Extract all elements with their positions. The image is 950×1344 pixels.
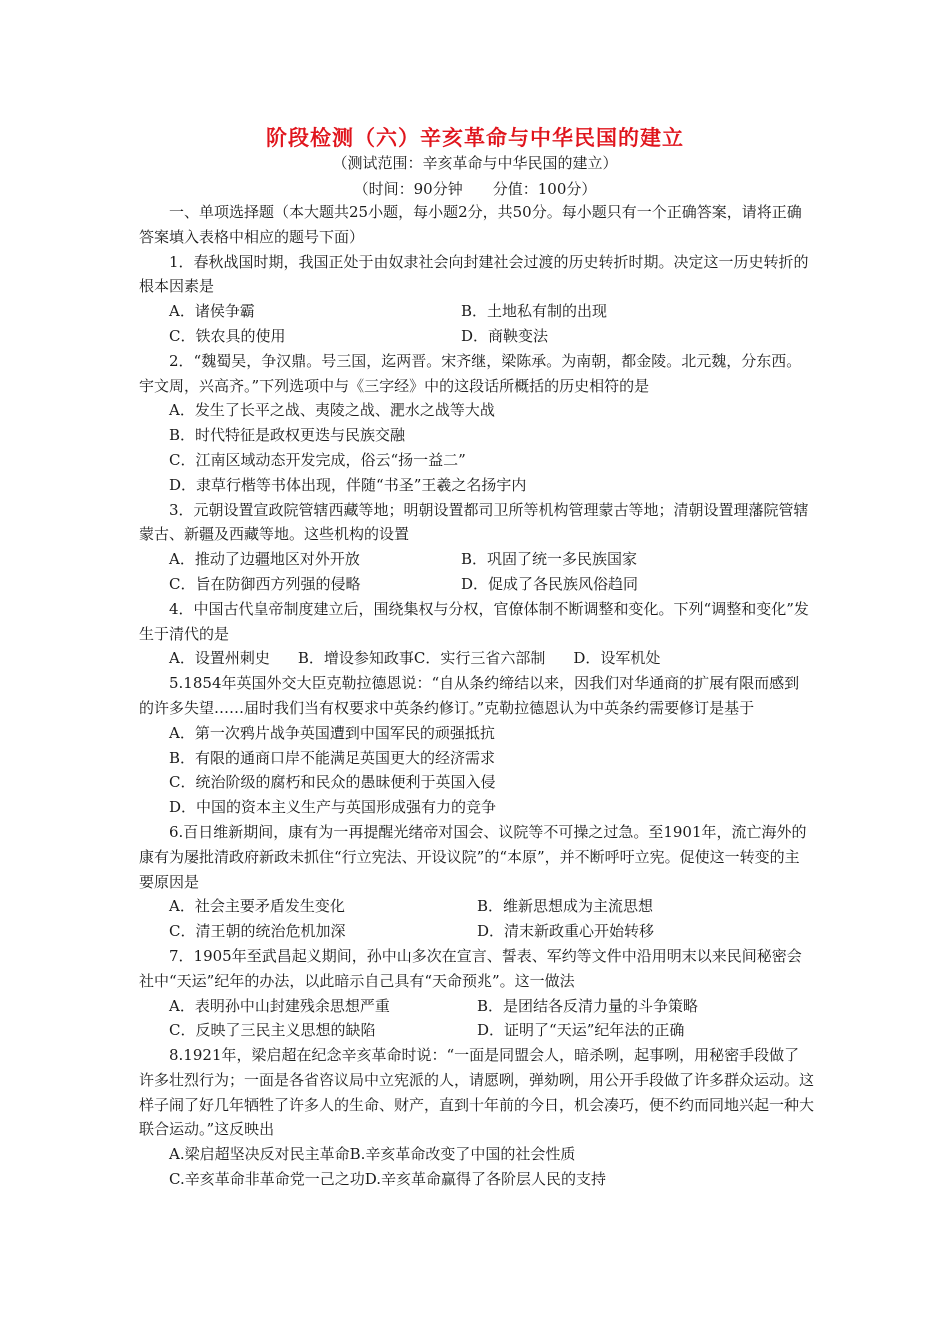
question-4-stem: 4．中国古代皇帝制度建立后，围绕集权与分权，官僚体制不断调整和变化。下列“调整和变化”发生于清代的是 [139,599,809,643]
question-8-options-row2 [139,1167,814,1192]
question-8-options-row1 [139,1142,814,1167]
question-8-stem: 8.1921年，梁启超在纪念辛亥革命时说：“一面是同盟会人，暗杀咧，起事咧，用秘密手段做了许多壮烈行为；一面是各省咨议局中立宪派的人，请愿咧，弹劾咧，用公开手段做了许多群众运动。这样子闹了好几年牺牲了许多人的生命、财产，直到十年前的今日，机会凑巧，便不约而同地兴起一种大联合运动。”这反映出 [139,1046,815,1139]
question-1-options-row1 [139,299,814,324]
question-6-stem: 6.百日维新期间，康有为一再提醒光绪帝对国会、议院等不可操之过急。至1901年，流亡海外的康有为屡批清政府新政未抓住“行立宪法、开设议院”的“本原”，并不断呼吁立宪。促使这一转变的主要原因是 [139,822,807,891]
question-2-stem: 2．“魏蜀吴，争汉鼎。号三国，迄两晋。宋齐继，梁陈承。为南朝，都金陵。北元魏，分东西。宇文周，兴高齐。”下列选项中与《三字经》中的这段话所概括的历史相符的是 [139,351,802,395]
question-4-option-b: B．增设参知政事 [297,649,414,668]
question-6-option-a: A．社会主要矛盾发生变化 [169,897,345,916]
question-2-option-b: B．时代特征是政权更迭与民族交融 [169,426,406,445]
question-3-options-row1 [139,547,814,572]
question-3-option-b: B．巩固了统一多民族国家 [461,550,638,569]
question-6-options-row2 [139,919,814,944]
page-title: 阶段检测（六）辛亥革命与中华民国的建立 [266,126,684,150]
question-6-options-row1 [139,894,814,919]
question-2-option-c: C．江南区域动态开发完成，俗云“扬一益二” [169,450,466,469]
question-3-option-a: A．推动了边疆地区对外开放 [169,550,360,569]
question-4-option-d: D．设军机处 [573,649,661,668]
question-1-option-b: B．土地私有制的出现 [461,302,608,321]
question-1-option-d: D．商鞅变法 [461,326,549,345]
question-8-option-b: B.辛亥革命改变了中国的社会性质 [349,1145,576,1164]
question-4-option-a: A．设置州刺史 [169,649,270,668]
question-8-option-d: D.辛亥革命赢得了各阶层人民的支持 [364,1170,606,1189]
question-5-option-b: B．有限的通商口岸不能满足英国更大的经济需求 [169,748,496,767]
question-3-option-c: C．旨在防御西方列强的侵略 [169,574,361,593]
question-4-option-c: C．实行三省六部制 [413,649,546,668]
question-4-options [139,646,814,671]
time-and-score: （时间：90分钟 分值：100分） [353,180,597,198]
question-1-option-a: A．诸侯争霸 [169,302,255,321]
question-7-stem: 7．1905年至武昌起义期间，孙中山多次在宣言、誓表、军约等文件中沿用明末以来民间秘密会社中“天运”纪年的办法，以此暗示自己具有“天命预兆”。这一做法 [139,946,802,990]
exam-body [139,200,814,1192]
question-6-option-b: B．维新思想成为主流思想 [477,897,654,916]
question-6-option-d: D．清末新政重心开始转移 [477,922,655,941]
question-3-stem: 3．元朝设置宣政院管辖西藏等地；明朝设置都司卫所等机构管理蒙古等地；清朝设置理藩院管辖蒙古、新疆及西藏等地。这些机构的设置 [139,500,809,544]
question-1-options-row2 [139,324,814,349]
question-8-option-c: C.辛亥革命非革命党一己之功 [169,1170,365,1189]
question-7-options-row2 [139,1018,814,1043]
question-2-option-d: D．隶草行楷等书体出现，伴随“书圣”王羲之名扬宇内 [169,475,527,494]
question-5-option-a: A．第一次鸦片战争英国遭到中国军民的顽强抵抗 [169,723,495,742]
question-2-option-a: A．发生了长平之战、夷陵之战、淝水之战等大战 [169,401,495,420]
question-8-option-a: A.梁启超坚决反对民主革命 [169,1145,350,1164]
question-6-option-c: C．清王朝的统治危机加深 [169,922,346,941]
question-3-options-row2 [139,572,814,597]
question-5-stem: 5.1854年英国外交大臣克勒拉德恩说：“自从条约缔结以来，因我们对华通商的扩展有限而感到的许多失望……届时我们当有权要求中英条约修订。”克勒拉德恩认为中英条约需要修订是基于 [139,674,800,717]
question-1-option-c: C．铁农具的使用 [169,326,286,345]
question-5-option-c: C．统治阶级的腐朽和民众的愚昧便利于英国入侵 [169,773,496,792]
question-5-option-d: D．中国的资本主义生产与英国形成强有力的竞争 [169,798,497,817]
question-1-stem: 1．春秋战国时期，我国正处于由奴隶社会向封建社会过渡的历史转折时期。决定这一历史转折的根本因素是 [139,252,809,296]
question-7-option-c: C．反映了三民主义思想的缺陷 [169,1021,376,1040]
question-7-option-d: D．证明了“天运”纪年法的正确 [477,1021,685,1040]
test-scope: （测试范围：辛亥革命与中华民国的建立） [332,154,618,172]
section-instructions: 一、单项选择题（本大题共25小题，每小题2分，共50分。每小题只有一个正确答案，请将正确答案填入表格中相应的题号下面） [139,203,802,246]
question-7-options-row1 [139,994,814,1019]
question-3-option-d: D．促成了各民族风俗趋同 [461,574,639,593]
question-7-option-b: B．是团结各反清力量的斗争策略 [477,996,699,1015]
question-7-option-a: A．表明孙中山封建残余思想严重 [169,996,390,1015]
